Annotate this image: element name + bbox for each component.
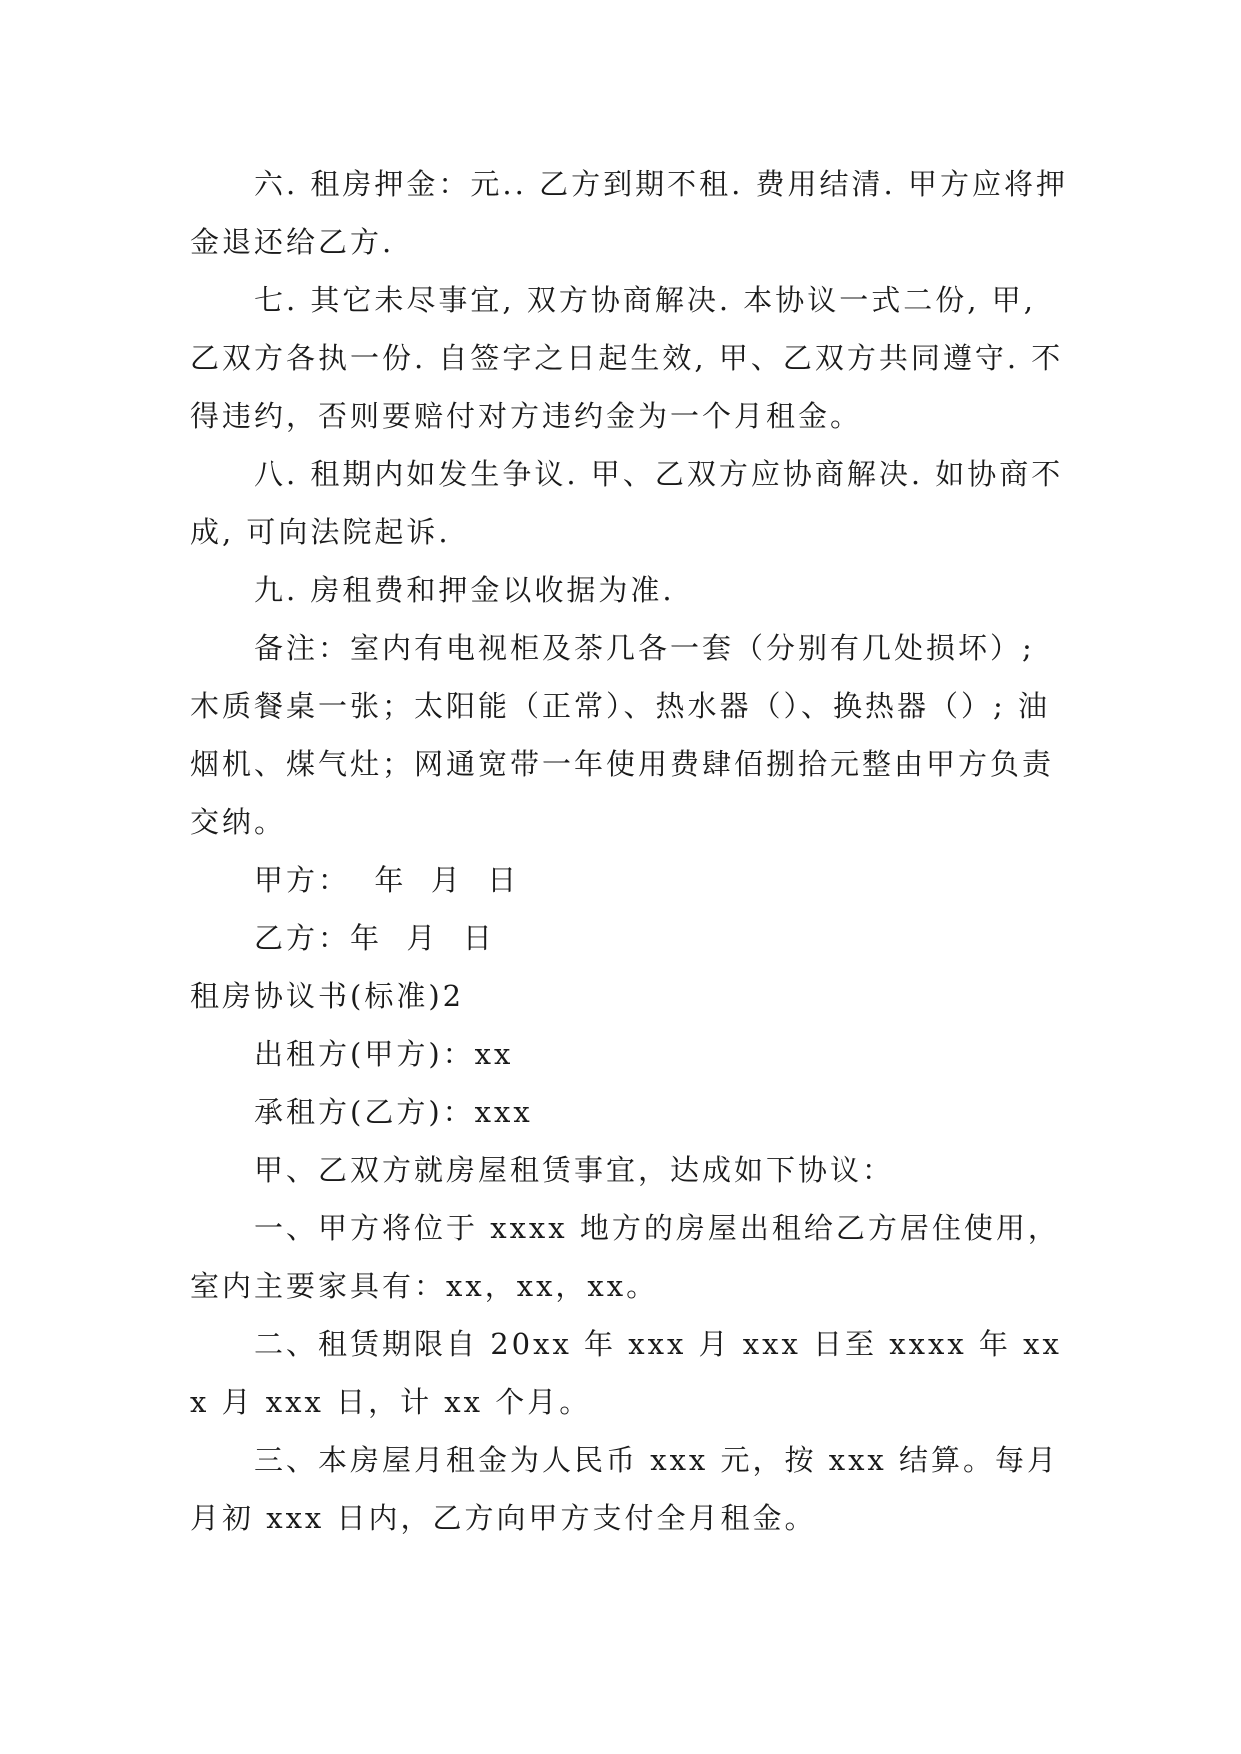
section-title: 租房协议书(标准)2 [190, 979, 465, 1013]
document-body [190, 155, 1075, 1547]
clause-3-rent: 三、本房屋月租金为人民币 xxx 元，按 xxx 结算。每月月初 xxx 日内，乙方向甲方支付全月租金。 [190, 1443, 1060, 1535]
clause-8-disputes: 八. 租期内如发生争议. 甲、乙双方应协商解决. 如协商不成, 可向法院起诉. [190, 457, 1064, 549]
party-a-signature-line: 甲方： 年 月 日 [254, 863, 520, 897]
party-b-signature-line: 乙方：年 月 日 [254, 921, 495, 955]
lessor-line: 出租方(甲方)：xx [254, 1037, 514, 1071]
agreement-intro: 甲、乙双方就房屋租赁事宜，达成如下协议： [254, 1153, 895, 1187]
lessee-line: 承租方(乙方)：xxx [254, 1095, 533, 1129]
clause-6-deposit: 六. 租房押金：元.. 乙方到期不租. 费用结清. 甲方应将押金退还给乙方. [190, 167, 1068, 259]
clause-2-term: 二、租赁期限自 20xx 年 xxx 月 xxx 日至 xxxx 年 xxx 月 xxx 日，计 xx 个月。 [190, 1327, 1062, 1419]
clause-9-receipts: 九. 房租费和押金以收据为准. [254, 573, 675, 607]
clause-7-other-matters: 七. 其它未尽事宜, 双方协商解决. 本协议一式二份, 甲, 乙双方各执一份. 自签字之日起生效, 甲、乙双方共同遵守. 不得违约，否则要赔付对方违约金为一个月租金。 [190, 283, 1064, 433]
clause-1-premises: 一、甲方将位于 xxxx 地方的房屋出租给乙方居住使用，室内主要家具有：xx，xx，xx。 [190, 1211, 1060, 1303]
remarks-paragraph: 备注：室内有电视柜及茶几各一套（分别有几处损坏）; 木质餐桌一张；太阳能（正常）、热水器（）、换热器（）; 油烟机、煤气灶；网通宽带一年使用费肆佰捌拾元整由甲方负责交纳。 [190, 631, 1055, 839]
